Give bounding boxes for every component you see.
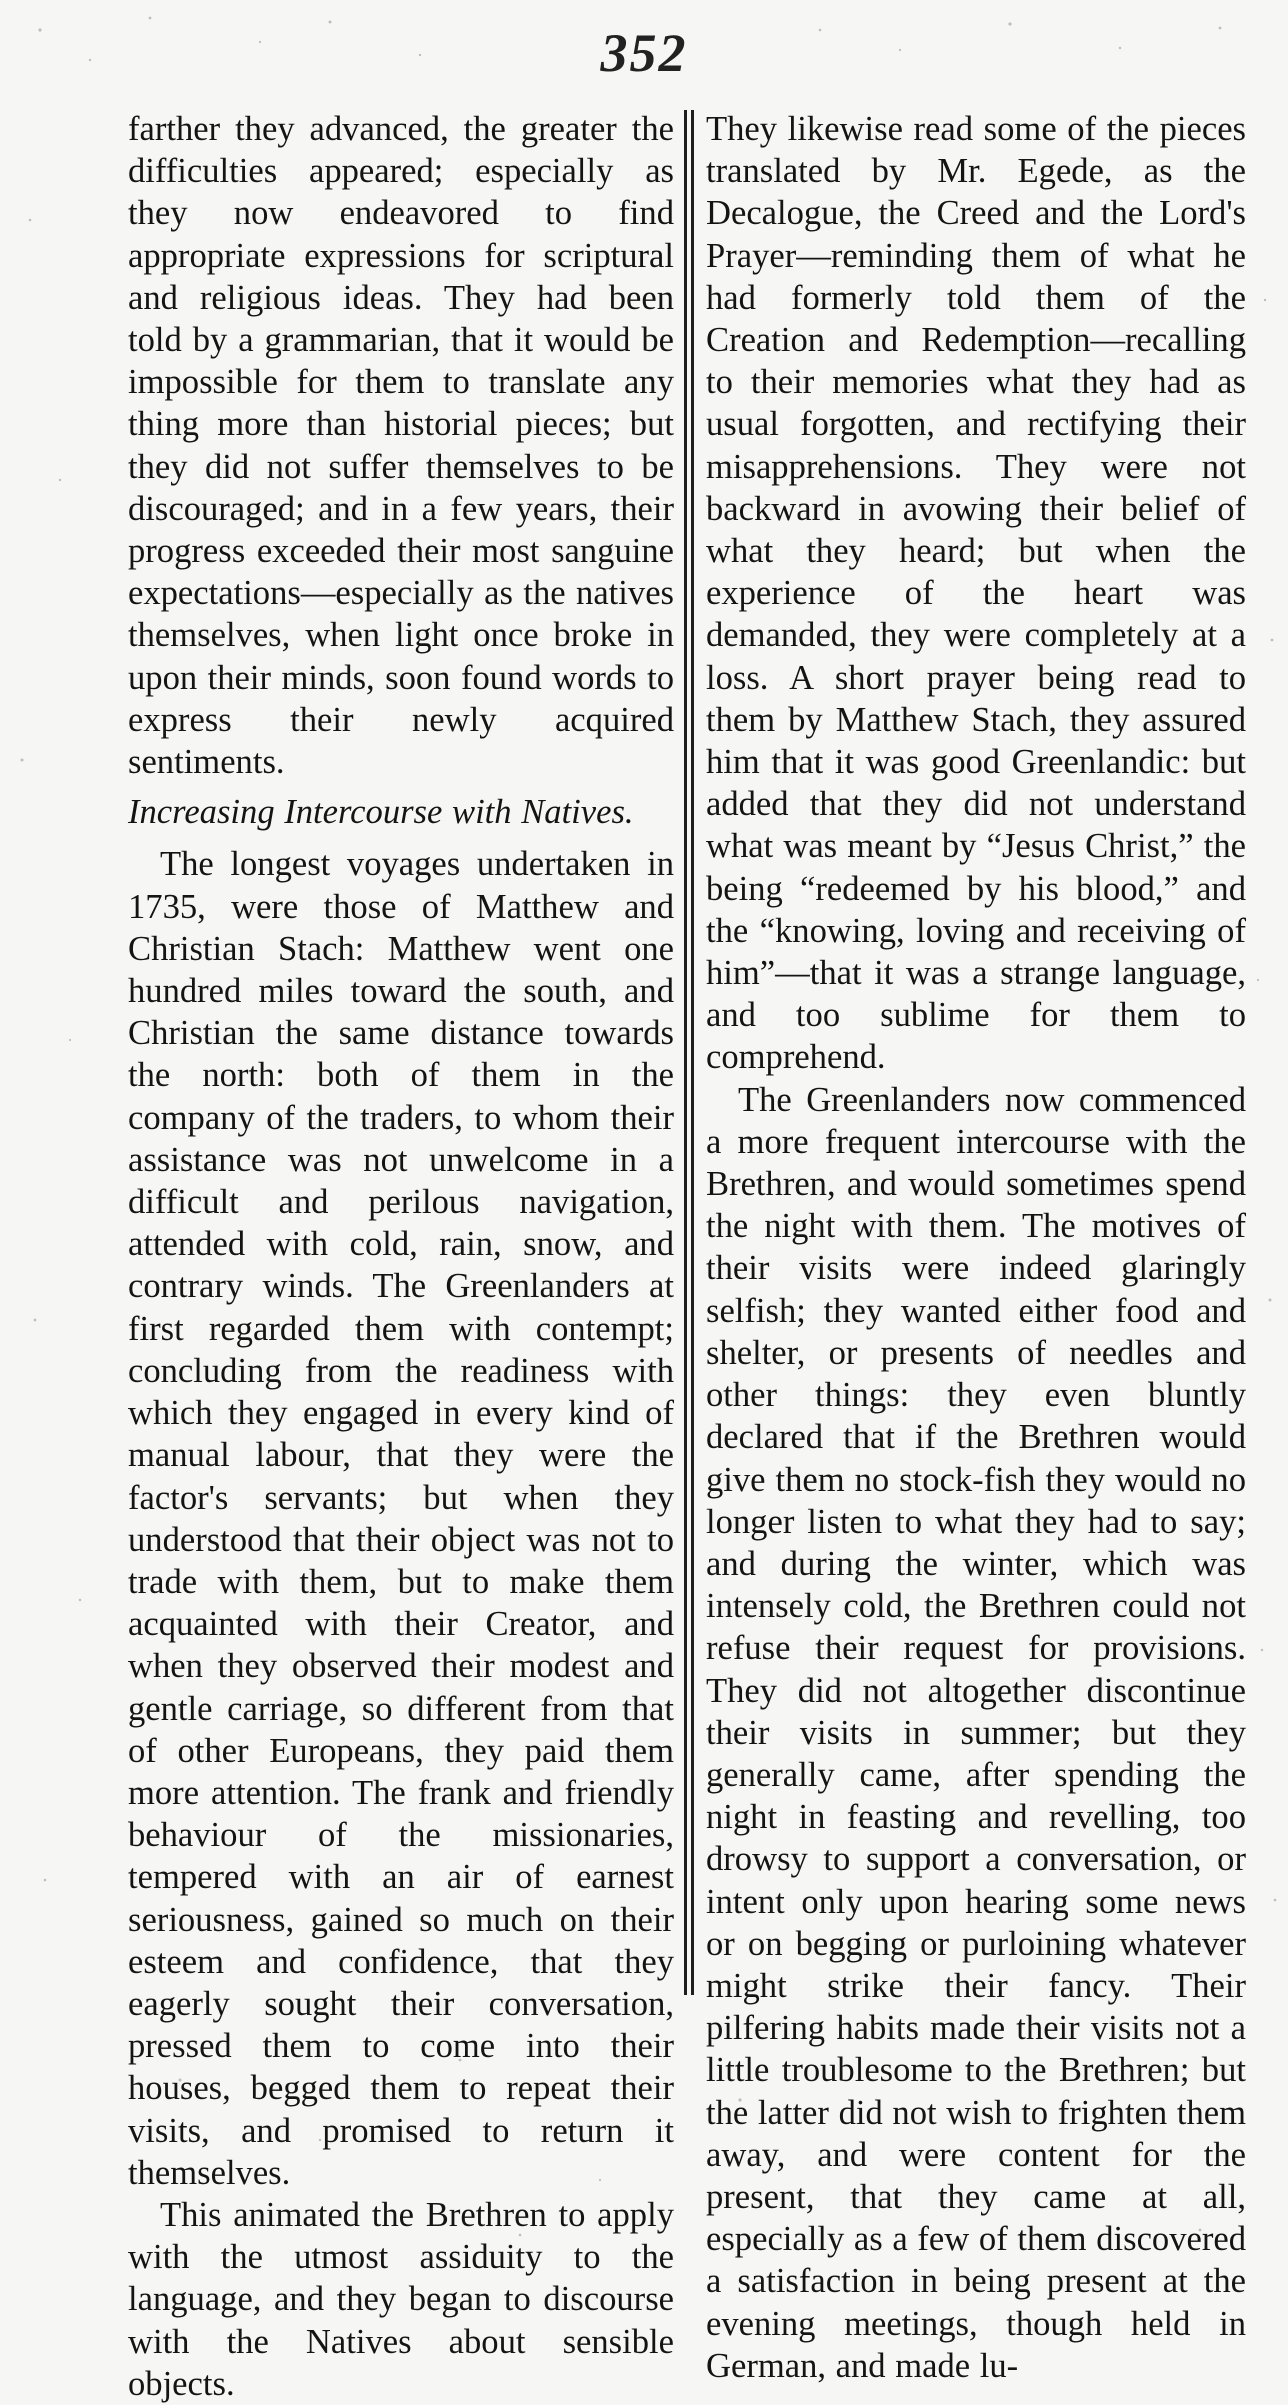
right-column	[706, 108, 1246, 2387]
left-column	[128, 108, 674, 2405]
paragraph: farther they advanced, the greater the difficulties appeared; especially as they now endeavored to find appropriate expressions for scriptural and religious ideas. They had been told by a grammarian, that it would be impossible for them to translate any thing more than historial pieces; but they did not suffer themselves to be discouraged; and in a few years, their progress exceeded their most sanguine expectations—especially as the natives themselves, when light once broke in upon their minds, soon found words to express their newly acquired sentiments.	[128, 110, 674, 782]
section-heading: Increasing Intercourse with Natives.	[128, 793, 634, 832]
paragraph: They likewise read some of the pieces translated by Mr. Egede, as the Decalogue, the Creed and the Lord's Prayer—reminding them of what he had formerly told them of the Creation and Redemption—recalling to their memories what they had as usual forgotten, and rectifying their misapprehensions. They were not backward in avowing their belief of what they heard; but when the experience of the heart was demanded, they were completely at a loss. A short prayer being read to them by Matthew Stach, they assured him that it was good Greenlandic: but added that they did not understand what was meant by “Jesus Christ,” the being “redeemed by his blood,” and the “knowing, loving and receiving of him”—that it was a strange language, and too sublime for them to comprehend.	[706, 110, 1246, 1077]
page-number: 352	[600, 23, 688, 83]
paragraph: The Greenlanders now commenced a more frequent intercourse with the Brethren, and would sometimes spend the night with them. The motives of their visits were indeed glaringly selfish; they wanted either food and shelter, or presents of needles and other things: they even bluntly declared that if the Brethren would give them no stock-fish they would no longer listen to what they had to say; and during the winter, which was intensely cold, the Brethren could not refuse their request for provisions. They did not altogether discontinue their visits in summer; but they generally came, after spending the night in feasting and revelling, too drowsy to support a conversation, or intent only upon hearing some news or on begging or purloining whatever might strike their fancy. Their pilfering habits made their visits not a little troublesome to the Brethren; but the latter did not wish to frighten them away, and were content for the present, that they came at all, especially as a few of them discovered a satisfaction in being present at the evening meetings, though held in German, and made lu-	[706, 1080, 1246, 2385]
paragraph: This animated the Brethren to apply with the utmost assiduity to the language, and they began to discourse with the Natives about sensible objects.	[128, 2195, 674, 2403]
column-divider	[691, 110, 694, 1995]
paragraph: The longest voyages undertaken in 1735, were those of Matthew and Christian Stach: Matthew went one hundred miles toward the south, and Christian the same distance towards the north: both of them in the company of the traders, to whom their assistance was not unwelcome in a difficult and perilous navigation, attended with cold, rain, snow, and contrary winds. The Greenlanders at first regarded them with contempt; concluding from the readiness with which they engaged in every kind of manual labour, that they were the factor's servants; but when they understood that their object was not to trade with them, but to make them acquainted with their Creator, and when they observed their modest and gentle carriage, so different from that of other Europeans, they paid them more attention. The frank and friendly behaviour of the missionaries, tempered with an air of earnest seriousness, gained so much on their esteem and confidence, that they eagerly sought their conversation, pressed them to come into their houses, begged them to repeat their visits, and promised to return it themselves.	[128, 845, 674, 2192]
column-divider	[684, 110, 687, 1995]
